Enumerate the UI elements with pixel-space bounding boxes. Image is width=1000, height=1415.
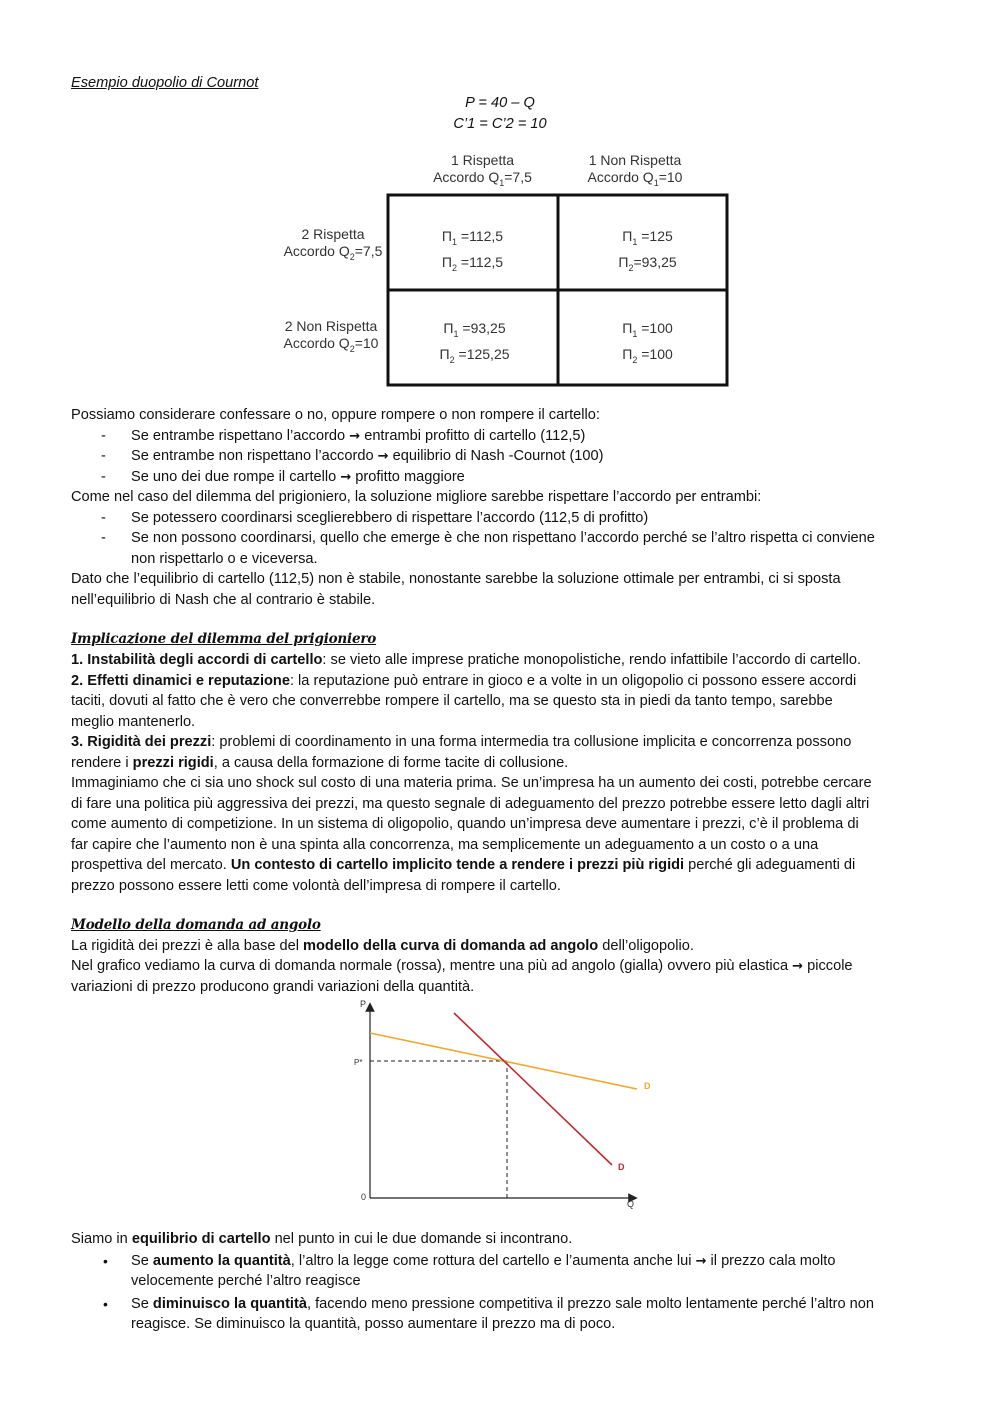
paragraph: Come nel caso del dilemma del prigioniero, la soluzione migliore sarebbe rispettare l’accordo per entrambi:: [71, 489, 762, 505]
row-header-1: 2 Rispetta Accordo $Q_2=7,5$: [283, 226, 383, 262]
paragraph: La rigidità dei prezzi è alla base del modello della curva di domanda ad angolo dell’oligopolio.: [71, 938, 694, 954]
x-axis-label: Q: [627, 1199, 635, 1209]
dash-marker: -: [101, 510, 106, 526]
row-header-2: 2 Non Rispetta Accordo $Q_2=10$: [283, 318, 379, 354]
cell-break-respect: $\Pi_1 =125$ $\Pi_2=93,25$: [618, 228, 677, 273]
equation-cost: C’1 = C’2 = 10: [453, 116, 547, 132]
list-item: Se non possono coordinarsi, quello che emerge è che non rispettano l’accordo perché se l’altro rispetta ci conviene: [131, 530, 875, 546]
arrow-icon: →: [695, 1254, 707, 1269]
implication-3: 3. Rigidità dei prezzi: problemi di coordinamento in una forma intermedia tra collusione implicita e concorrenza possono: [71, 734, 852, 750]
cell-break-break: $\Pi_1 =100$ $\Pi_2 =100$: [622, 320, 673, 365]
normal-demand-label: D: [618, 1162, 625, 1172]
paragraph: variazioni di prezzo producono grandi variazioni della quantità.: [71, 979, 475, 995]
paragraph: come aumento di competizione. In un sistema di oligopolio, quando un’impresa deve aumentare i prezzi, c’è il problema di: [71, 816, 859, 832]
bullet-item-continuation: velocemente perché l’altro reagisce: [131, 1273, 361, 1289]
implication-1: 1. Instabilità degli accordi di cartello: se vieto alle imprese pratiche monopolistiche, rendo infattibile l’accordo di cartello.: [71, 652, 862, 668]
paragraph: far capire che l’aumento non è una spinta alla concorrenza, ma semplicemente un adeguamento a un costo o a una: [71, 837, 819, 853]
list-item: Se potessero coordinarsi sceglierebbero di rispettare l’accordo (112,5 di profitto): [131, 510, 649, 526]
equation-demand: P = 40 – Q: [465, 95, 535, 111]
section-heading-implications: Implicazione del dilemma del prigioniero: [71, 631, 377, 647]
bullet-item: Se aumento la quantità, l’altro la legge come rottura del cartello e l’aumenta anche lui → il prezzo cala molto: [131, 1253, 836, 1269]
bullet-item-continuation: reagisce. Se diminuisco la quantità, posso aumentare il prezzo ma di poco.: [131, 1316, 616, 1332]
paragraph: Siamo in equilibrio di cartello nel punto in cui le due domande si incontrano.: [71, 1231, 573, 1247]
origin-label: 0: [361, 1192, 367, 1202]
dash-marker: -: [101, 469, 106, 485]
list-item-continuation: non rispettarlo o e viceversa.: [131, 551, 318, 567]
bullet-marker: •: [103, 1296, 108, 1312]
arrow-icon: →: [340, 470, 352, 485]
list-item: Se uno dei due rompe il cartello → profitto maggiore: [131, 469, 465, 485]
col-header-2: 1 Non Rispetta Accordo $Q_1=10$: [587, 152, 683, 188]
paragraph: prospettiva del mercato. Un contesto di cartello implicito tende a rendere i prezzi più rigidi perché gli adeguamenti di: [71, 857, 856, 873]
paragraph: di fare una politica più aggressiva dei prezzi, ma questo segnale di adeguamento del prezzo potrebbe essere letto dagli altri: [71, 796, 870, 812]
arrow-icon: →: [377, 449, 389, 464]
dash-marker: -: [101, 448, 106, 464]
y-axis-label: P: [360, 999, 367, 1009]
paragraph: Immaginiamo che ci sia uno shock sul costo di una materia prima. Se un’impresa ha un aumento dei costi, potrebbe cercare: [71, 775, 872, 791]
p-star-label: P*: [354, 1058, 363, 1067]
col-header-1: 1 Rispetta Accordo $Q_1=7,5$: [433, 152, 532, 188]
paragraph: meglio mantenerlo.: [71, 714, 196, 730]
intro-text: Possiamo considerare confessare o no, oppure rompere o non rompere il cartello:: [71, 407, 600, 423]
paragraph: taciti, dovuti al fatto che è vero che converrebbe rompere il cartello, ma se questo sta in piedi da tanto tempo, sarebbe: [71, 693, 833, 709]
elastic-demand-label: D: [644, 1081, 651, 1091]
section-heading-kinked-demand: Modello della domanda ad angolo: [71, 917, 321, 933]
cell-respect-respect: $\Pi_1 =112,5$ $\Pi_2 =112,5$: [441, 228, 504, 273]
cell-respect-break: $\Pi_1 =93,25$ $\Pi_2 =125,25$: [439, 320, 510, 365]
arrow-icon: →: [792, 959, 804, 974]
normal-demand-curve: [454, 1013, 612, 1165]
dash-marker: -: [101, 530, 106, 546]
list-item: Se entrambe non rispettano l’accordo → equilibrio di Nash -Cournot (100): [131, 448, 604, 464]
paragraph: Dato che l’equilibrio di cartello (112,5) non è stabile, nonostante sarebbe la soluzione ottimale per entrambi, ci si sposta: [71, 571, 841, 587]
implication-2: 2. Effetti dinamici e reputazione: la reputazione può entrare in gioco e a volte in un oligopolio ci possono essere accordi: [71, 673, 857, 689]
kinked-demand-graph: [345, 995, 655, 1210]
paragraph: rendere i prezzi rigidi, a causa della formazione di forme tacite di collusione.: [71, 755, 569, 771]
paragraph: nell’equilibrio di Nash che al contrario è stabile.: [71, 592, 376, 608]
paragraph: Nel grafico vediamo la curva di domanda normale (rossa), mentre una più ad angolo (gialla) ovvero più elastica → piccole: [71, 958, 853, 974]
list-item: Se entrambe rispettano l’accordo → entrambi profitto di cartello (112,5): [131, 428, 586, 444]
arrow-icon: →: [349, 429, 361, 444]
dash-marker: -: [101, 428, 106, 444]
doc-title: Esempio duopolio di Cournot: [71, 75, 259, 91]
bullet-marker: •: [103, 1253, 108, 1269]
bullet-item: Se diminuisco la quantità, facendo meno pressione competitiva il prezzo sale molto lentamente perché l’altro non: [131, 1296, 875, 1312]
paragraph: prezzo possono essere letti come volontà dell’impresa di rompere il cartello.: [71, 878, 561, 894]
